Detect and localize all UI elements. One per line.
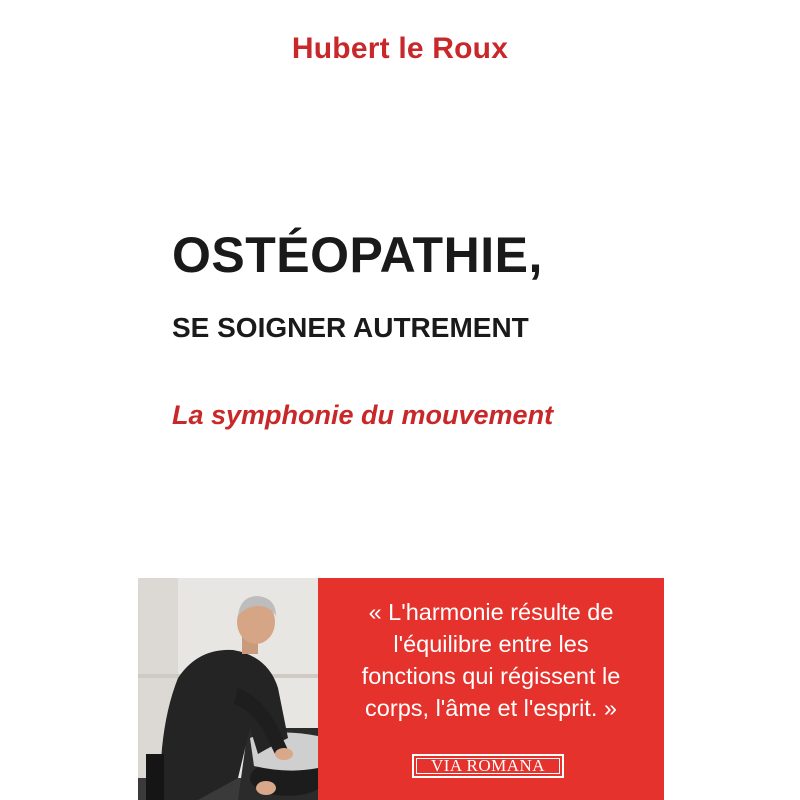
quote-panel xyxy=(318,578,664,800)
book-subtitle: SE SOIGNER AUTREMENT xyxy=(172,312,529,343)
book-title: OSTÉOPATHIE, xyxy=(172,227,543,283)
book-tagline: La symphonie du mouvement xyxy=(172,400,554,430)
quote-line: fonctions qui régissent le xyxy=(361,663,621,689)
cover-quote xyxy=(318,596,664,724)
publisher-logo: VIA ROMANA xyxy=(412,754,564,778)
quote-line: « L'harmonie résulte de xyxy=(368,599,614,625)
quote-line: corps, l'âme et l'esprit. » xyxy=(365,695,617,721)
cover-bottom-band xyxy=(138,578,664,800)
osteopath-photo-illustration xyxy=(138,578,318,800)
cover-photo xyxy=(138,578,318,800)
author-name: Hubert le Roux xyxy=(291,32,509,65)
quote-line: l'équilibre entre les xyxy=(393,631,589,657)
